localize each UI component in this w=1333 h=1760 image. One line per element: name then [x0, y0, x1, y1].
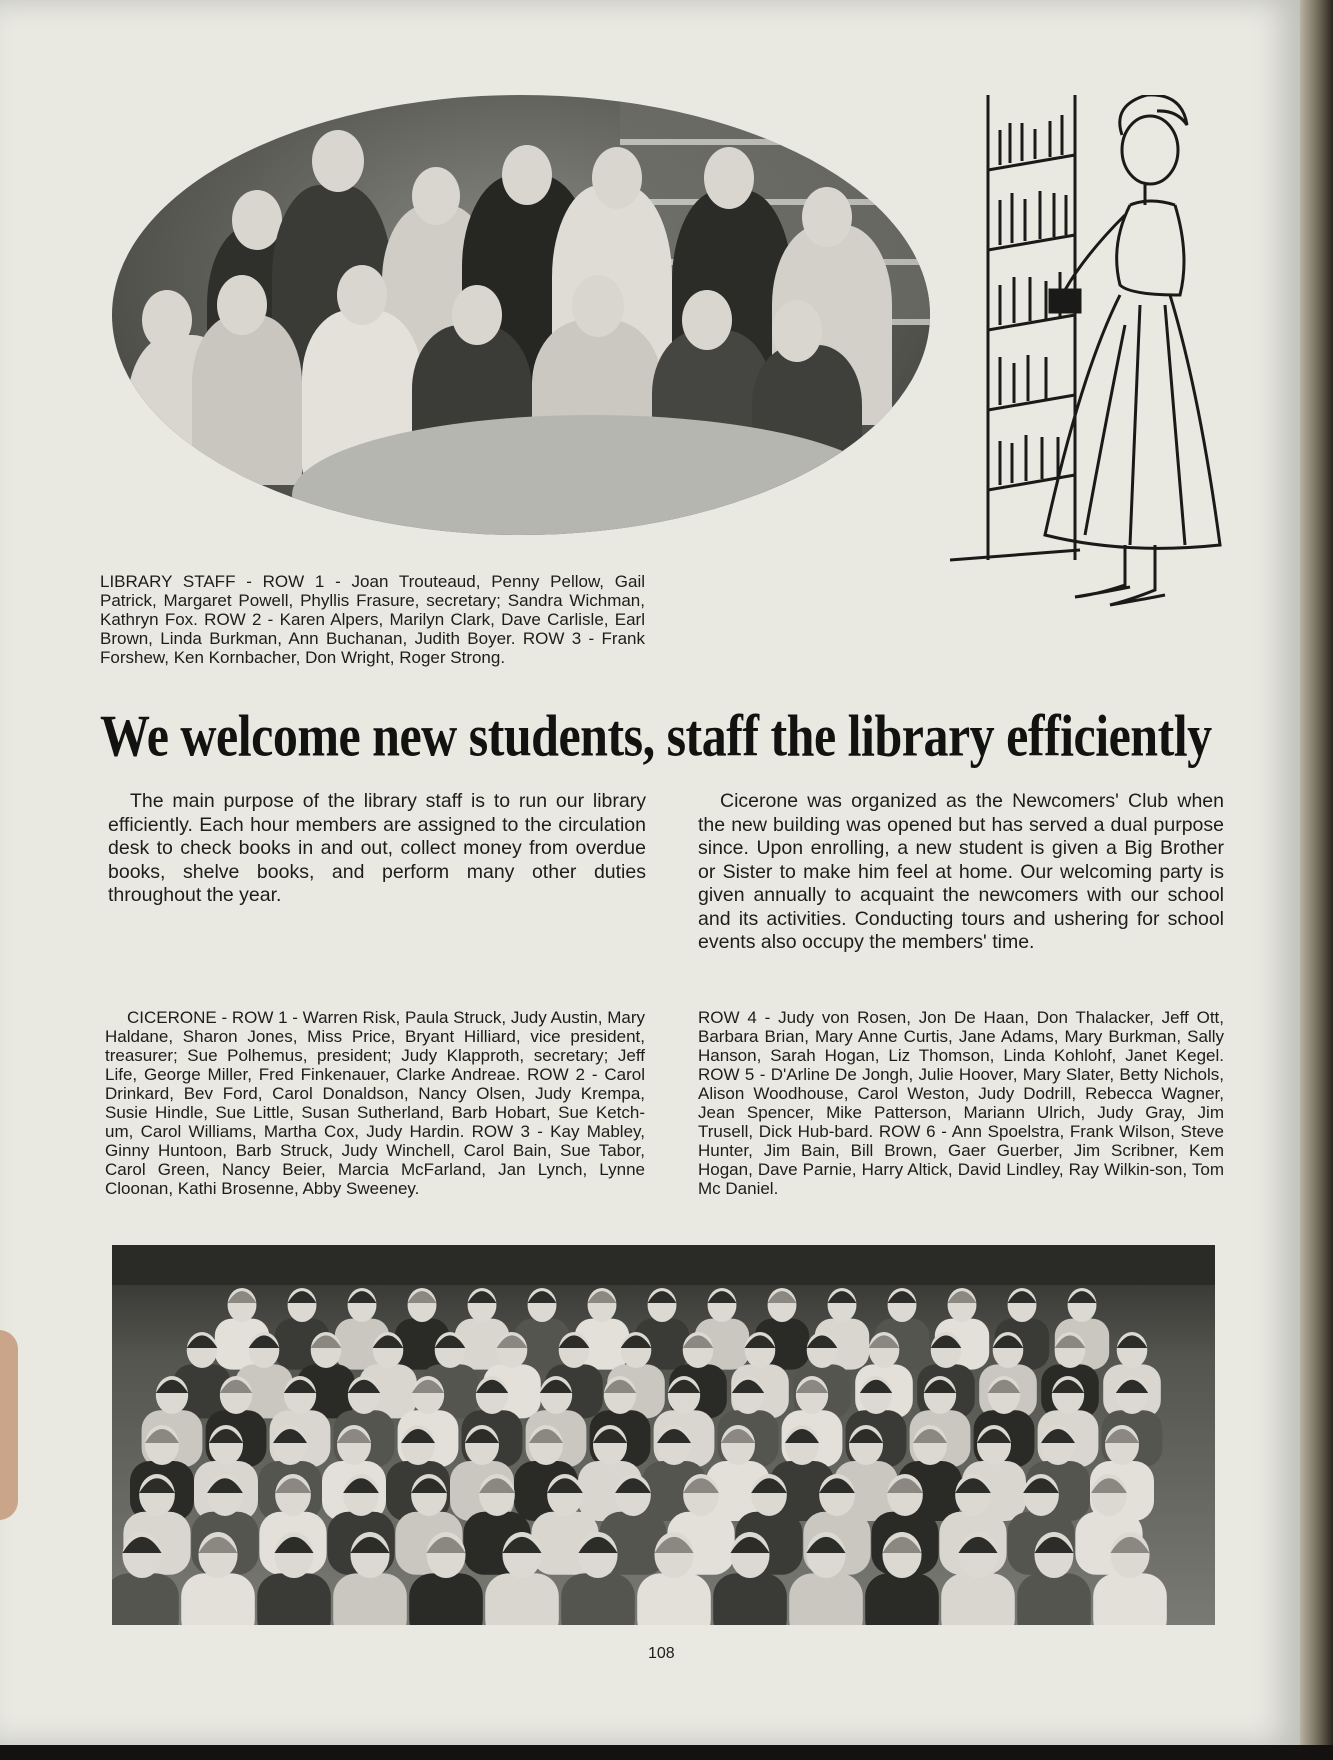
cicerone-paragraph: Cicerone was organized as the Newcomers' Club when the new building was opened but has served a dual purpose since. Upon enrolling, a new student is given a Big Brother or Sister to make him feel at home. Our welcoming party is given annually to acquaint the newcomers with our school and its activities. Conducting tours and ushering for school events also occupy the members' time.	[698, 790, 1224, 953]
person-head	[592, 147, 642, 209]
library-staff-paragraph: The main purpose of the library staff is to run our library efficiently. Each hour members are assigned to the circulation desk to check books in and out, collect money from overdue books, shelve books, and perform many other duties throughout the year.	[108, 790, 646, 906]
person-head	[682, 290, 732, 350]
group-member-body	[409, 1573, 483, 1625]
group-member-body	[637, 1573, 711, 1625]
person-figure	[192, 315, 302, 485]
person-head	[412, 167, 460, 225]
group-member-body	[333, 1573, 407, 1625]
person-head	[217, 275, 267, 335]
group-member-body	[789, 1573, 863, 1625]
book-binding-edge	[1300, 0, 1333, 1760]
group-member-body	[257, 1573, 331, 1625]
cicerone-caption-left: CICERONE - ROW 1 - Warren Risk, Paula Struck, Judy Austin, Mary Haldane, Sharon Jones, Miss Price, Bryant Hilliard, vice president, treasurer; Sue Polhemus, president; Judy Klapproth, secretary; Jeff Life, George Miller, Fred Finkenauer, Clarke Andreae. ROW 2 - Carol Drinkard, Bev Ford, Carol Donaldson, Nancy Olsen, Judy Krempa, Susie Hindle, Sue Little, Susan Sutherland, Barb Hobart, Sue Ketch-um, Carol Williams, Martha Cox, Judy Hardin. ROW 3 - Kay Mabley, Ginny Huntoon, Barb Struck, Judy Winchell, Carol Bain, Sue Tabor, Carol Green, Nancy Beier, Marcia McFarland, Jan Lynch, Lynne Cloonan, Kathi Brosenne, Abby Sweeney.	[105, 1008, 645, 1198]
group-member-body	[485, 1573, 559, 1625]
library-staff-caption: LIBRARY STAFF - ROW 1 - Joan Trouteaud, Penny Pellow, Gail Patrick, Margaret Powell, Phyllis Frasure, secretary; Sandra Wichman, Kathryn Fox. ROW 2 - Karen Alpers, Marilyn Clark, Dave Carlisle, Earl Brown, Linda Burkman, Ann Buchanan, Judith Boyer. ROW 3 - Frank Forshew, Ken Kornbacher, Don Wright, Roger Strong.	[100, 572, 645, 667]
person-head	[802, 187, 852, 247]
person-head	[452, 285, 502, 345]
page-headline: We welcome new students, staff the library efficiently	[100, 702, 1212, 769]
group-member-body	[112, 1573, 179, 1625]
person-head	[232, 190, 282, 250]
group-member-body	[181, 1573, 255, 1625]
group-member-body	[561, 1573, 635, 1625]
librarian-illustration	[950, 95, 1230, 615]
person-head	[312, 130, 364, 192]
finger-holding-page	[0, 1330, 18, 1520]
group-member-body	[941, 1573, 1015, 1625]
person-head	[142, 290, 192, 350]
group-member-body	[1093, 1573, 1167, 1625]
person-head	[572, 275, 624, 337]
page-number: 108	[648, 1645, 675, 1662]
person-head	[337, 265, 387, 325]
cicerone-caption-right: ROW 4 - Judy von Rosen, Jon De Haan, Don Thalacker, Jeff Ott, Barbara Brian, Mary Anne Curtis, Jane Adams, Mary Burkman, Sally Hanson, Sarah Hogan, Liz Thomson, Linda Kohlohf, Janet Kegel. ROW 5 - D'Arline De Jongh, Julie Hoover, Mary Slater, Betty Nichols, Alison Woodhouse, Carol Weston, Judy Dodrill, Rebecca Wagner, Jean Spencer, Mike Patterson, Mariann Ulrich, Judy Gray, Jim Trusell, Dick Hub-bard. ROW 6 - Ann Spoelstra, Frank Wilson, Steve Hunter, Jim Bain, Bill Brown, Gaer Guerber, Jim Scribner, Kem Hogan, Dave Parnie, Harry Altick, David Lindley, Ray Wilkin-son, Tom Mc Daniel.	[698, 1008, 1224, 1198]
group-member-body	[713, 1573, 787, 1625]
group-photo-crowd	[112, 1245, 1215, 1625]
person-head	[502, 145, 552, 205]
scan-bottom-edge	[0, 1745, 1333, 1760]
group-member-body	[865, 1573, 939, 1625]
library-staff-photo	[112, 95, 930, 535]
cicerone-group-photo	[112, 1245, 1215, 1625]
group-member-body	[1017, 1573, 1091, 1625]
person-head	[772, 300, 822, 362]
person-head	[704, 147, 754, 209]
